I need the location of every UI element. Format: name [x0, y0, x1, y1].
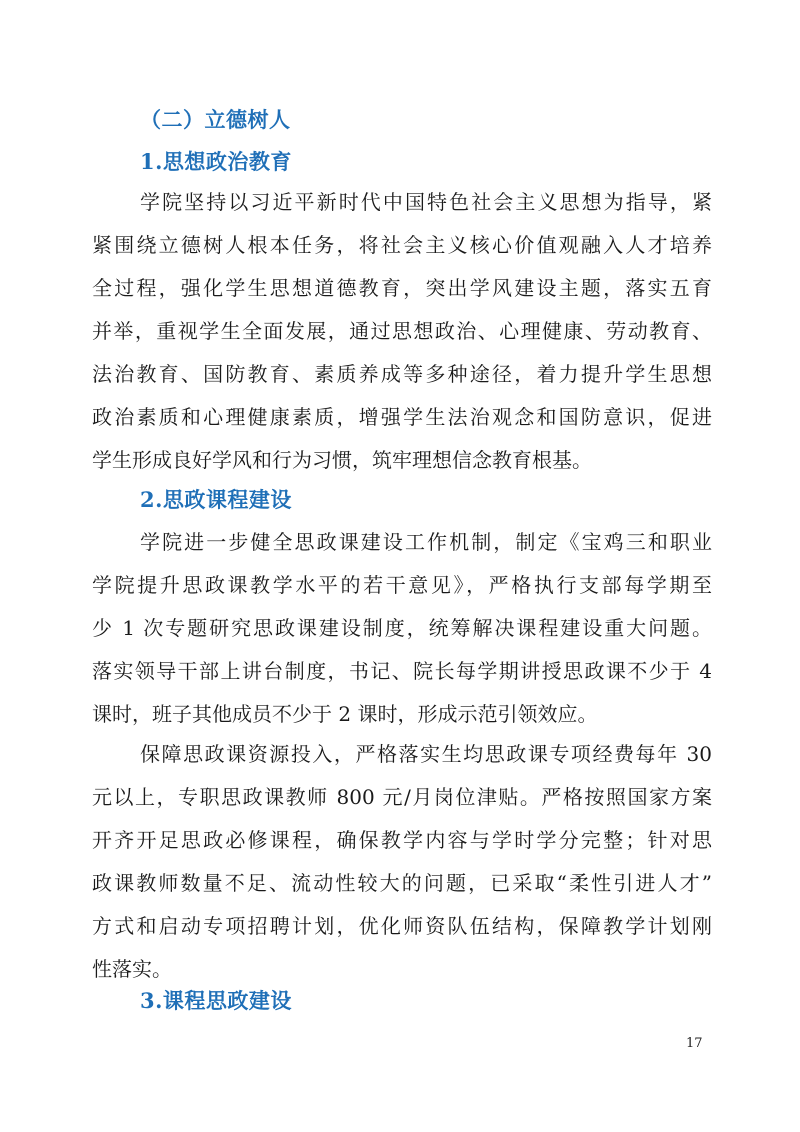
paragraph-line: 保障思政课资源投入，严格落实生均思政课专项经费每年 30 — [140, 742, 712, 766]
paragraph-line: 方式和启动专项招聘计划，优化师资队伍结构，保障教学计划刚 — [92, 914, 712, 938]
paragraph-line: 课时，班子其他成员不少于 2 课时，形成示范引领效应。 — [92, 702, 598, 726]
paragraph-line: 学生形成良好学风和行为习惯，筑牢理想信念教育根基。 — [92, 448, 592, 472]
paragraph-ideological-education — [92, 181, 712, 482]
page-number: 17 — [686, 1036, 703, 1051]
subsection-title-ideological-education: 1.思想政治教育 — [140, 149, 292, 174]
paragraph-line: 全过程，强化学生思想道德教育，突出学风建设主题，落实五育 — [92, 276, 712, 300]
paragraph-course-mechanism — [92, 521, 712, 736]
subsection-title-curriculum-ideology: 3.课程思政建设 — [140, 988, 292, 1013]
paragraph-line: 法治教育、国防教育、素质养成等多种途径，着力提升学生思想 — [92, 362, 712, 386]
paragraph-line: 学院进一步健全思政课建设工作机制，制定《宝鸡三和职业 — [140, 530, 712, 554]
paragraph-line: 政治素质和心理健康素质，增强学生法治观念和国防意识，促进 — [92, 405, 712, 429]
paragraph-line: 开齐开足思政必修课程，确保教学内容与学时学分完整；针对思 — [92, 828, 712, 852]
paragraph-line: 学院坚持以习近平新时代中国特色社会主义思想为指导，紧 — [140, 190, 712, 214]
paragraph-line: 落实领导干部上讲台制度，书记、院长每学期讲授思政课不少于 4 — [92, 659, 712, 683]
paragraph-line: 紧围绕立德树人根本任务，将社会主义核心价值观融入人才培养 — [92, 233, 712, 257]
paragraph-line: 性落实。 — [92, 957, 172, 981]
paragraph-resource-investment — [92, 733, 712, 991]
paragraph-line: 学院提升思政课教学水平的若干意见》，严格执行支部每学期至 — [92, 573, 712, 597]
section-heading: （二）立德树人 — [140, 107, 291, 132]
paragraph-line: 政课教师数量不足、流动性较大的问题，已采取“柔性引进人才” — [92, 871, 712, 895]
subsection-title-course-construction: 2.思政课程建设 — [140, 487, 292, 512]
paragraph-line: 并举，重视学生全面发展，通过思想政治、心理健康、劳动教育、 — [92, 319, 712, 343]
paragraph-line: 少 1 次专题研究思政课建设制度，统筹解决课程建设重大问题。 — [92, 616, 712, 640]
paragraph-line: 元以上，专职思政课教师 800 元/月岗位津贴。严格按照国家方案 — [92, 785, 712, 809]
